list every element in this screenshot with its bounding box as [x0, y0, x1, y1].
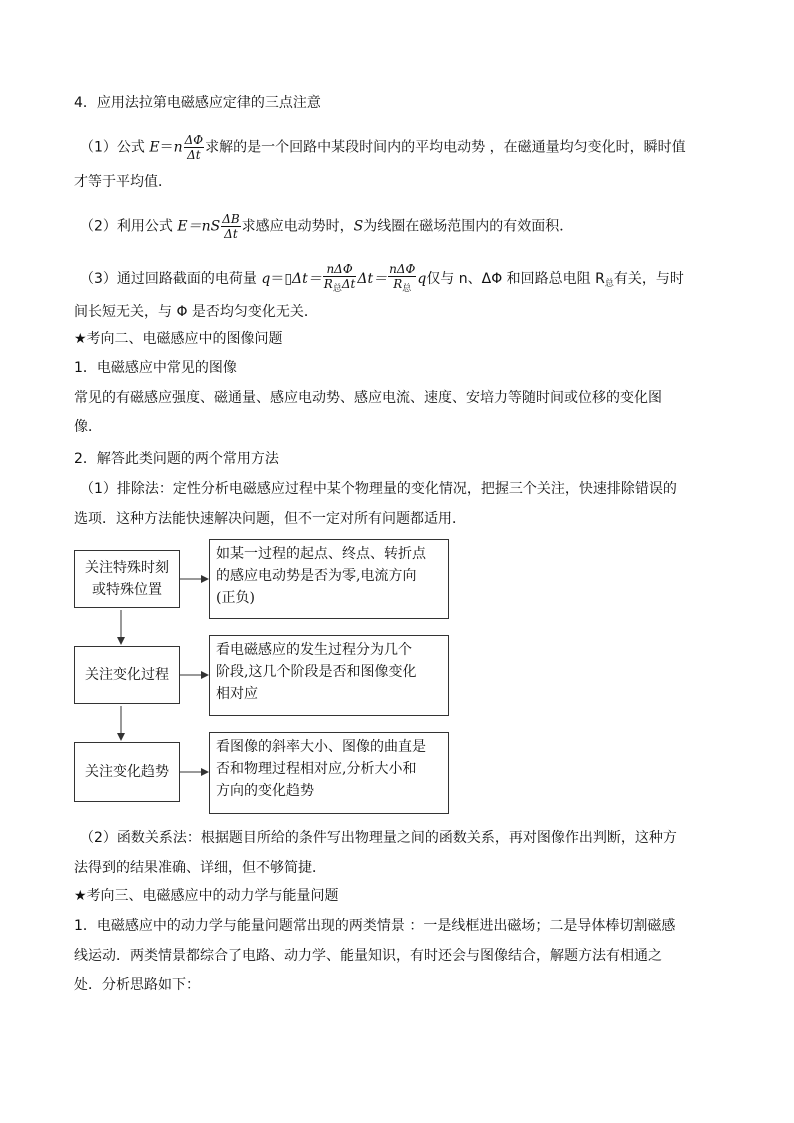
emf-symbol: E: [149, 139, 160, 156]
equals-sign: ＝: [159, 139, 174, 156]
kx2-text-1: 常见的有磁感应强度、磁通量、感应电动势、感应电流、速度、安培力等随时间或位移的变化图: [74, 390, 662, 406]
fraction-numerator: nΔΦ: [323, 262, 357, 277]
note-1-prefix: （1）公式: [80, 139, 150, 156]
fraction-numerator: nΔΦ: [389, 262, 416, 276]
fraction-numerator: ΔB: [222, 212, 240, 226]
fraction-dphi-dt: [184, 133, 205, 162]
fraction-denominator: [388, 277, 416, 296]
kx2-text-2: 像．: [74, 419, 102, 435]
flow-left-3-line-1: 关注变化趋势: [85, 764, 169, 780]
flow-right-3-line-2: 否和物理过程相对应,分析大小和: [216, 761, 417, 777]
emf-formula: E＝nS: [177, 218, 221, 235]
section-kx2-heading: ★考向二、电磁感应中的图像问题: [74, 331, 283, 347]
fraction-denominator: [323, 277, 357, 296]
flow-right-2-line-2: 阶段,这几个阶段是否和图像变化: [216, 664, 417, 680]
note-1-line-1: [80, 133, 686, 162]
fraction-ndphi-rdt: [323, 262, 357, 296]
flow-right-2-line-1: 看电磁感应的发生过程分为几个: [216, 642, 412, 658]
kx2-subheading-1: 1．电磁感应中常见的图像: [74, 360, 237, 376]
flow-left-1-line-2: 或特殊位置: [92, 582, 162, 598]
note-2-prefix: （2）利用公式: [80, 218, 178, 235]
resistance-symbol: R: [323, 277, 333, 291]
method-2-line-2: 法得到的结果准确、详细，但不够简捷．: [74, 860, 326, 876]
note-3-text: 仅与 n、ΔΦ 和回路总电阻 R: [426, 271, 605, 287]
flow-left-box-2: [74, 646, 180, 704]
area-symbol: S: [353, 218, 364, 235]
fraction-db-dt: [221, 212, 240, 241]
delta-t: Δt＝: [357, 271, 388, 287]
note-3-line-2: 间长短无关，与 Φ 是否均匀变化无关．: [74, 304, 318, 320]
note-1-line-2: 才等于平均值．: [74, 174, 172, 190]
flow-right-box-1: [209, 539, 449, 619]
note-1-text: 求解的是一个回路中某段时间内的平均电动势 ，在磁通量均匀变化时，瞬时值: [205, 139, 686, 156]
method-1-line-1: （1）排除法：定性分析电磁感应过程中某个物理量的变化情况，把握三个关注，快速排除错误的: [80, 481, 677, 497]
section-kx3-heading: ★考向三、电磁感应中的动力学与能量问题: [74, 888, 339, 904]
delta-t: Δt: [341, 277, 356, 291]
kx3-line-3: 处．分析思路如下：: [74, 977, 200, 993]
kx2-subheading-2: 2．解答此类问题的两个常用方法: [74, 451, 279, 467]
flow-left-1-line-1: 关注特殊时刻: [85, 560, 169, 576]
equals-sign: ＝: [270, 271, 285, 287]
note-2-mid-text: 求感应电动势时，: [241, 218, 354, 235]
resistance-subscript: 总: [604, 279, 614, 289]
flow-left-2-line-1: 关注变化过程: [85, 667, 169, 683]
flow-right-1-line-1: 如某一过程的起点、终点、转折点: [216, 546, 426, 562]
fraction-numerator: ΔΦ: [184, 133, 204, 147]
note-3-text-end: 有关，与时: [613, 271, 684, 287]
fraction-ndphi-r: [388, 262, 416, 296]
flow-left-box-3: [74, 742, 180, 802]
turns-symbol: n: [173, 139, 183, 156]
section-4-heading: 4．应用法拉第电磁感应定律的三点注意: [74, 95, 321, 111]
current-bar-icon: ▯: [284, 271, 293, 287]
flow-right-1-line-3: (正负): [216, 590, 255, 606]
kx3-line-2: 线运动．两类情景都综合了电路、动力学、能量知识，有时还会与图像结合，解题方法有相通之: [74, 948, 662, 964]
fraction-denominator: Δt: [224, 227, 238, 241]
note-3-line-1: [80, 262, 684, 296]
flow-right-box-3: [209, 732, 449, 814]
charge-symbol: q: [417, 271, 427, 287]
resistance-subscript: 总: [332, 284, 342, 294]
flow-right-3-line-3: 方向的变化趋势: [216, 783, 314, 799]
delta-t: Δt＝: [292, 271, 322, 287]
resistance-subscript: 总: [402, 284, 412, 294]
flow-right-1-line-2: 的感应电动势是否为零,电流方向: [216, 568, 417, 584]
fraction-denominator: Δt: [187, 148, 201, 162]
kx3-line-1: 1．电磁感应中的动力学与能量问题常出现的两类情景 ：一是线框进出磁场；二是导体棒切割磁感: [74, 918, 676, 934]
flow-left-box-1: [74, 550, 180, 608]
note-2-text: 为线圈在磁场范围内的有效面积．: [363, 218, 574, 235]
flow-right-2-line-3: 相对应: [216, 686, 258, 702]
note-3-prefix: （3）通过回路截面的电荷量: [80, 271, 262, 287]
note-2-line: [80, 212, 573, 241]
flow-right-3-line-1: 看图像的斜率大小、图像的曲直是: [216, 739, 426, 755]
method-2-line-1: （2）函数关系法：根据题目所给的条件写出物理量之间的函数关系，再对图像作出判断，这种方: [80, 830, 677, 846]
charge-symbol: q: [261, 271, 271, 287]
method-1-line-2: 选项．这种方法能快速解决问题，但不一定对所有问题都适用．: [74, 511, 466, 527]
flow-right-box-2: [209, 635, 449, 716]
resistance-symbol: R: [393, 277, 403, 291]
